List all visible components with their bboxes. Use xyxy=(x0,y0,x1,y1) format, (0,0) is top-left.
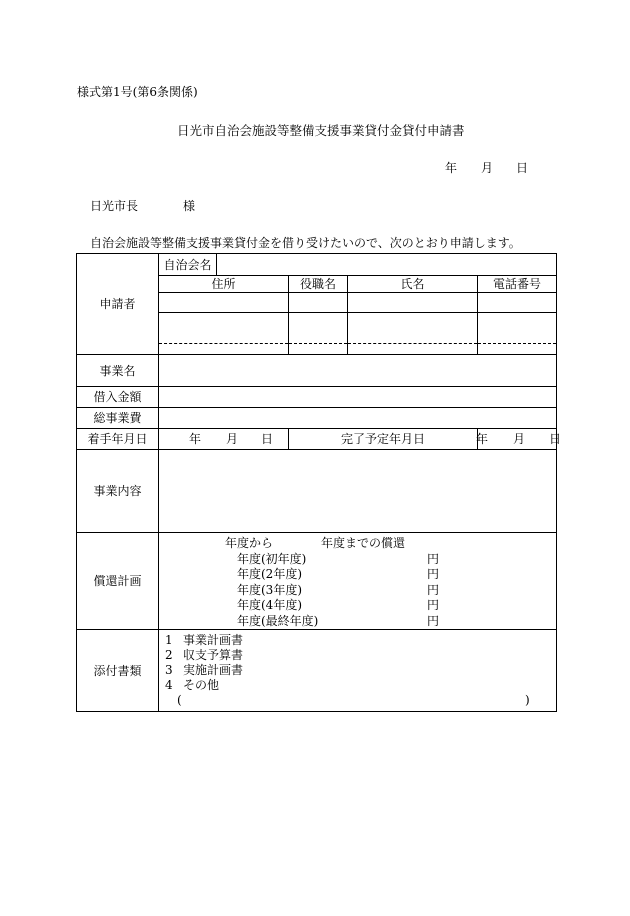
attachments-field[interactable] xyxy=(159,630,557,712)
other-close-paren: ) xyxy=(525,693,530,707)
end-date-field[interactable] xyxy=(476,429,562,450)
repayment-year-3: 年度(3年度) xyxy=(237,583,302,597)
loan-amount-field[interactable] xyxy=(159,387,557,408)
project-name-label: 事業名 xyxy=(77,355,159,387)
loan-amount-label: 借入金額 xyxy=(77,387,159,408)
position-field-2[interactable] xyxy=(289,313,348,355)
addressee-honorific: 様 xyxy=(183,199,196,213)
application-form-table xyxy=(76,253,562,712)
association-name-field[interactable] xyxy=(217,254,557,276)
repayment-year-1: 年度(初年度) xyxy=(237,552,307,566)
phone-field-2[interactable] xyxy=(478,313,557,355)
start-date-label: 着手年月日 xyxy=(77,429,159,450)
address-field-1[interactable] xyxy=(159,293,289,313)
start-day: 日 xyxy=(261,432,274,446)
start-month: 月 xyxy=(226,432,239,446)
repayment-yen-5: 円 xyxy=(427,614,440,628)
total-cost-field[interactable] xyxy=(159,408,557,429)
applicant-label: 申請者 xyxy=(77,254,159,355)
phone-header: 電話番号 xyxy=(478,276,557,293)
end-month: 月 xyxy=(513,432,526,446)
attachments-label: 添付書類 xyxy=(77,630,159,712)
position-header: 役職名 xyxy=(289,276,348,293)
attachment-num-2: 2 xyxy=(165,648,173,662)
project-content-field[interactable] xyxy=(159,450,557,533)
attachment-item-3: 実施計画書 xyxy=(183,663,244,677)
project-content-label: 事業内容 xyxy=(77,450,159,533)
repayment-from: 年度から xyxy=(225,536,274,550)
repayment-year-2: 年度(2年度) xyxy=(237,567,302,581)
repayment-plan-field[interactable] xyxy=(159,533,557,630)
end-day: 日 xyxy=(549,432,562,446)
repayment-yen-3: 円 xyxy=(427,583,440,597)
attachment-num-4: 4 xyxy=(165,678,173,692)
repayment-plan-label: 償還計画 xyxy=(77,533,159,630)
start-year: 年 xyxy=(189,432,202,446)
other-open-paren: ( xyxy=(177,693,182,707)
form-number: 様式第1号(第6条関係) xyxy=(77,85,198,99)
end-year: 年 xyxy=(476,432,489,446)
project-name-field[interactable] xyxy=(159,355,557,387)
repayment-yen-4: 円 xyxy=(427,598,440,612)
address-field-2[interactable] xyxy=(159,313,289,355)
position-field-1[interactable] xyxy=(289,293,348,313)
attachment-item-2: 収支予算書 xyxy=(183,648,244,662)
total-cost-label: 総事業費 xyxy=(77,408,159,429)
start-date-field[interactable] xyxy=(159,429,289,450)
repayment-year-5: 年度(最終年度) xyxy=(237,614,319,628)
end-date-label: 完了予定年月日 xyxy=(289,429,478,450)
name-header: 氏名 xyxy=(348,276,478,293)
address-header: 住所 xyxy=(159,276,289,293)
intro-text: 自治会施設等整備支援事業貸付金を借り受けたいので、次のとおり申請します。 xyxy=(90,236,521,250)
date-month: 月 xyxy=(481,161,494,175)
repayment-until: 年度までの償還 xyxy=(321,536,406,550)
addressee-name: 日光市長 xyxy=(90,199,139,213)
document-title: 日光市自治会施設等整備支援事業貸付金貸付申請書 xyxy=(177,123,465,138)
phone-field-1[interactable] xyxy=(478,293,557,313)
attachment-item-4: その他 xyxy=(183,678,220,692)
repayment-yen-1: 円 xyxy=(427,552,440,566)
repayment-yen-2: 円 xyxy=(427,567,440,581)
date-year: 年 xyxy=(445,161,458,175)
association-name-label: 自治会名 xyxy=(159,254,217,276)
attachment-num-1: 1 xyxy=(165,633,173,647)
date-day: 日 xyxy=(516,161,529,175)
name-field-1[interactable] xyxy=(348,293,478,313)
attachment-num-3: 3 xyxy=(165,663,173,677)
name-field-2[interactable] xyxy=(348,313,478,355)
attachment-item-1: 事業計画書 xyxy=(183,633,244,647)
repayment-year-4: 年度(4年度) xyxy=(237,598,302,612)
